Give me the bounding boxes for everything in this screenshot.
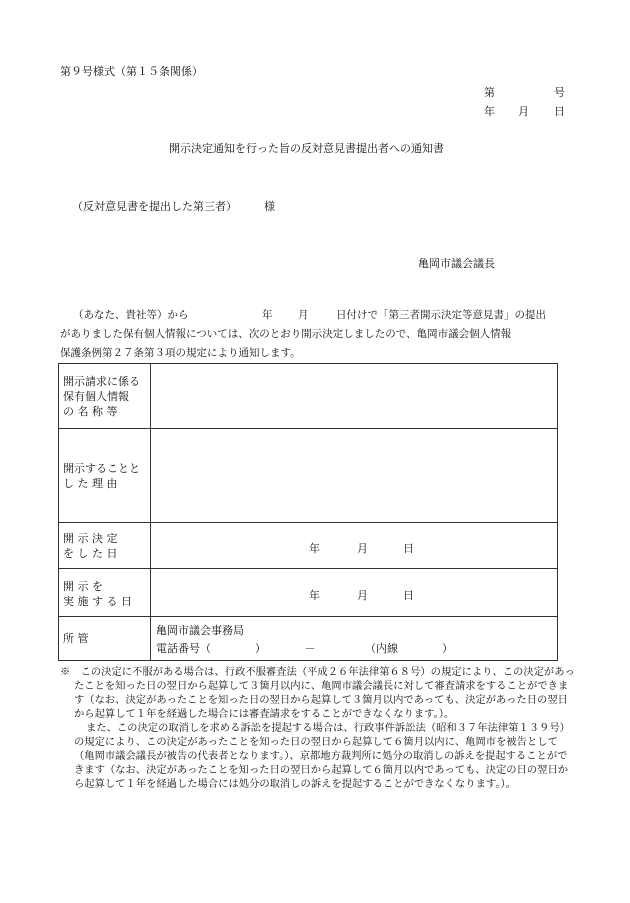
department-office: 亀岡市議会事務局 [156, 624, 244, 637]
row-label-disclosure-date: 開 示 を 実 施 す る 日 [63, 580, 132, 608]
notice-table [58, 363, 558, 661]
note-appeal: ※ この決定に不服がある場合は、行政不服審査法（平成２６年法律第６８号）の規定により、この決定があったことを知った日の翌日から起算して３箇月以内に、亀岡市議会議長に対して審査請求をすることができます（なお、決定があったことを知った日の翌日から起算して３箇月以内であっても、決定があった日の翌日から起算して１年を経過した場合には審査請求をすることができなくなります。）。 [60, 666, 575, 720]
table-row-information-name [59, 364, 557, 428]
date-year: 年 [484, 105, 495, 118]
doc-number-suffix: 号 [554, 86, 565, 99]
row-label-reason: 開示することと し た 理 由 [63, 462, 140, 490]
row-label-department: 所 管 [63, 632, 89, 645]
body-line1-month: 月 [298, 309, 309, 321]
date-month: 月 [518, 105, 529, 118]
body-line3: 保護条例第２７条第３項の規定により通知します。 [60, 347, 301, 359]
form-number: 第９号様式（第１５条関係） [60, 65, 203, 78]
table-row-decision-date: 開 示 決 定 を し た 日 年 月 日 [59, 522, 557, 569]
sender-name: 亀岡市議会議長 [418, 257, 495, 270]
body-line1-day: 日付けで「第三者開示決定等意見書」の提出 [336, 309, 546, 321]
date-day: 日 [554, 105, 565, 118]
note-lawsuit: また、この決定の取消しを求める訴訟を提起する場合は、行政事件訴訟法（昭和３７年法律第１３９号）の規定により、この決定があったことを知った日の翌日から起算して６箇月以内に、亀岡市を被告として（亀岡市議会議長が被告の代表者となります。）、京都地方裁判所に処分の取消しの訴えを提起することができます（なお、決定があったことを知った日の翌日から起算して６箇月以内であっても、決定の日の翌日から起算して１年を経過した場合には処分の取消しの訴えを提起することができなくなります。）。 [74, 722, 570, 790]
doc-number-prefix: 第 [484, 86, 495, 99]
body-line2: がありました保有個人情報については、次のとおり開示決定しましたので、亀岡市議会個人情報 [60, 328, 512, 340]
row-label-decision-date: 開 示 決 定 を し た 日 [63, 532, 118, 560]
body-line1-a: （あなた、貴社等）から [73, 309, 189, 321]
recipient-honorific: 様 [264, 200, 275, 213]
table-row-department [59, 616, 557, 661]
table-row-disclosure-date: 開 示 を 実 施 す る 日 年 月 日 [59, 568, 557, 617]
notes-section [60, 665, 575, 791]
row-label-information-name: 開示請求に係る 保有個人情報 の 名 称 等 [63, 375, 140, 418]
recipient-name: （反対意見書を提出した第三者） [72, 200, 237, 213]
document-title: 開示決定通知を行った旨の反対意見書提出者への通知書 [169, 142, 444, 155]
table-row-reason [59, 428, 557, 523]
department-phone: 電話番号（ ） － （内線 ） [156, 642, 453, 655]
body-line1-year: 年 [262, 309, 273, 321]
